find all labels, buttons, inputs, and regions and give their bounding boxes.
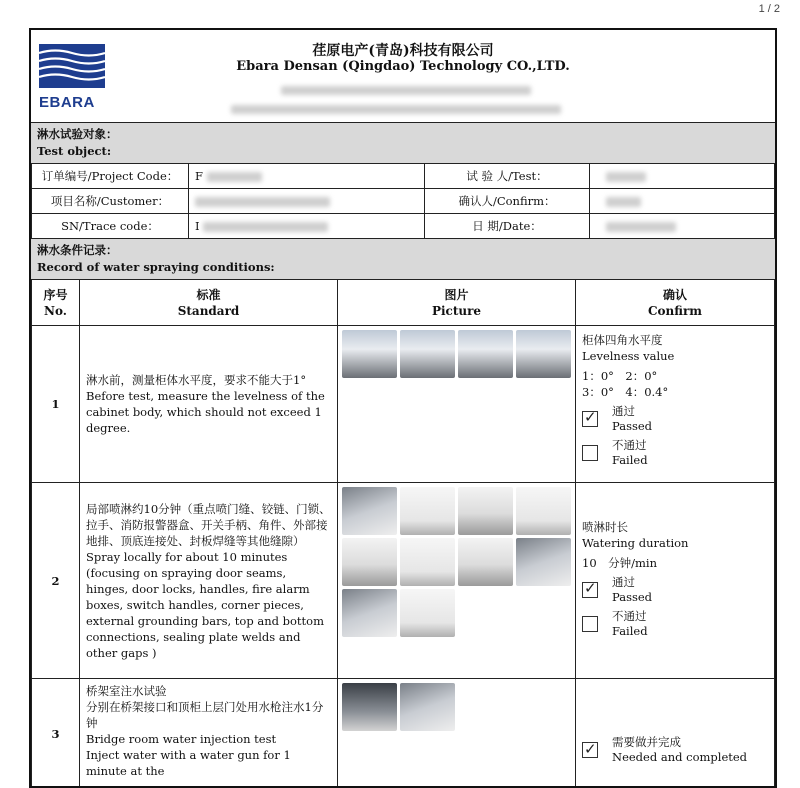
redacted-address bbox=[231, 80, 561, 118]
row-pictures bbox=[338, 483, 576, 679]
row-pictures bbox=[338, 326, 576, 483]
conditions-title-cn: 淋水条件记录： bbox=[37, 242, 769, 259]
test-object-title-en: Test object: bbox=[37, 143, 769, 160]
conditions-section bbox=[31, 239, 775, 280]
spray-photo bbox=[400, 589, 455, 637]
failed-checkbox[interactable] bbox=[582, 445, 598, 461]
conditions-title-en: Record of water spraying conditions: bbox=[37, 259, 769, 276]
levelness-photo bbox=[516, 330, 571, 378]
spray-photo bbox=[400, 538, 455, 586]
row-confirm: 喷淋时长 Watering duration 10 分钟/min ✓ 通过 Passed 不通过 Failed bbox=[576, 483, 775, 679]
test-object-section bbox=[31, 123, 775, 164]
spray-photo bbox=[342, 538, 397, 586]
row-pictures bbox=[338, 679, 576, 788]
spray-photo bbox=[458, 487, 513, 535]
row-number: 2 bbox=[32, 483, 80, 679]
row-number: 1 bbox=[32, 326, 80, 483]
levelness-photo bbox=[342, 330, 397, 378]
row-number: 3 bbox=[32, 679, 80, 788]
row-standard: 桥架室注水试验 分别在桥架接口和顶柜上层门处用水枪注水1分钟 Bridge room water injection test Inject water with a water gun for 1 minute at the bbox=[80, 679, 338, 788]
row-confirm: 柜体四角水平度 Levelness value 1：0° 2：0° 3：0° 4：0.4° ✓ 通过 Passed 不通过 Failed bbox=[576, 326, 775, 483]
spray-photo bbox=[516, 487, 571, 535]
passed-checkbox[interactable] bbox=[582, 411, 598, 427]
conditions-table bbox=[31, 279, 775, 788]
sn-value: I bbox=[189, 214, 425, 239]
customer-value bbox=[189, 189, 425, 214]
row-standard: 局部喷淋约10分钟（重点喷门缝、铰链、门锁、拉手、消防报警器盒、开关手柄、角件、外部接地排、顶底连接处、封板焊缝等其他缝隙） Spray locally for about 10 minutes (focusing on spraying door seams, hinges, door locks, handles, fire alarm boxes, switch handles, corner pieces, external grounding bars, top and bottom connections, sealing plate welds and other gaps ) bbox=[80, 483, 338, 679]
needed-completed-checkbox[interactable] bbox=[582, 742, 598, 758]
project-code-value: F bbox=[189, 164, 425, 189]
table-row bbox=[32, 483, 775, 679]
passed-checkbox[interactable] bbox=[582, 582, 598, 598]
sn-label: SN/Trace code： bbox=[32, 214, 189, 239]
company-name-en: Ebara Densan (Qingdao) Technology CO.,LTD. bbox=[31, 59, 775, 74]
confirm-value bbox=[590, 189, 775, 214]
company-name-cn: 荏原电产(青岛)科技有限公司 bbox=[31, 40, 775, 60]
injection-photo bbox=[400, 683, 455, 731]
row-confirm: ✓ 需要做并完成 Needed and completed bbox=[576, 679, 775, 788]
col-confirm: 确认 Confirm bbox=[576, 280, 775, 326]
page-number: 1 / 2 bbox=[759, 3, 780, 15]
col-standard: 标准 Standard bbox=[80, 280, 338, 326]
logo-wordmark: EBARA bbox=[39, 94, 105, 111]
col-picture: 图片 Picture bbox=[338, 280, 576, 326]
spray-photo bbox=[458, 538, 513, 586]
tester-value bbox=[590, 164, 775, 189]
levelness-photo bbox=[400, 330, 455, 378]
spray-photo bbox=[342, 589, 397, 637]
row-standard: 淋水前，测量柜体水平度，要求不能大于1° Before test, measure the levelness of the cabinet body, which should not exceed 1 degree. bbox=[80, 326, 338, 483]
table-row bbox=[32, 679, 775, 788]
spray-photo bbox=[342, 487, 397, 535]
date-label: 日 期/Date： bbox=[425, 214, 590, 239]
col-no: 序号 No. bbox=[32, 280, 80, 326]
table-row bbox=[32, 326, 775, 483]
report-header bbox=[31, 30, 775, 123]
date-value bbox=[590, 214, 775, 239]
customer-label: 项目名称/Customer： bbox=[32, 189, 189, 214]
failed-checkbox[interactable] bbox=[582, 616, 598, 632]
project-code-label: 订单编号/Project Code： bbox=[32, 164, 189, 189]
test-object-table bbox=[31, 163, 775, 239]
levelness-photo bbox=[458, 330, 513, 378]
injection-photo bbox=[342, 683, 397, 731]
spray-photo bbox=[400, 487, 455, 535]
tester-label: 试 验 人/Test： bbox=[425, 164, 590, 189]
test-object-title-cn: 淋水试验对象： bbox=[37, 126, 769, 143]
spray-photo bbox=[516, 538, 571, 586]
confirm-label: 确认人/Confirm： bbox=[425, 189, 590, 214]
test-report-document bbox=[29, 28, 777, 788]
